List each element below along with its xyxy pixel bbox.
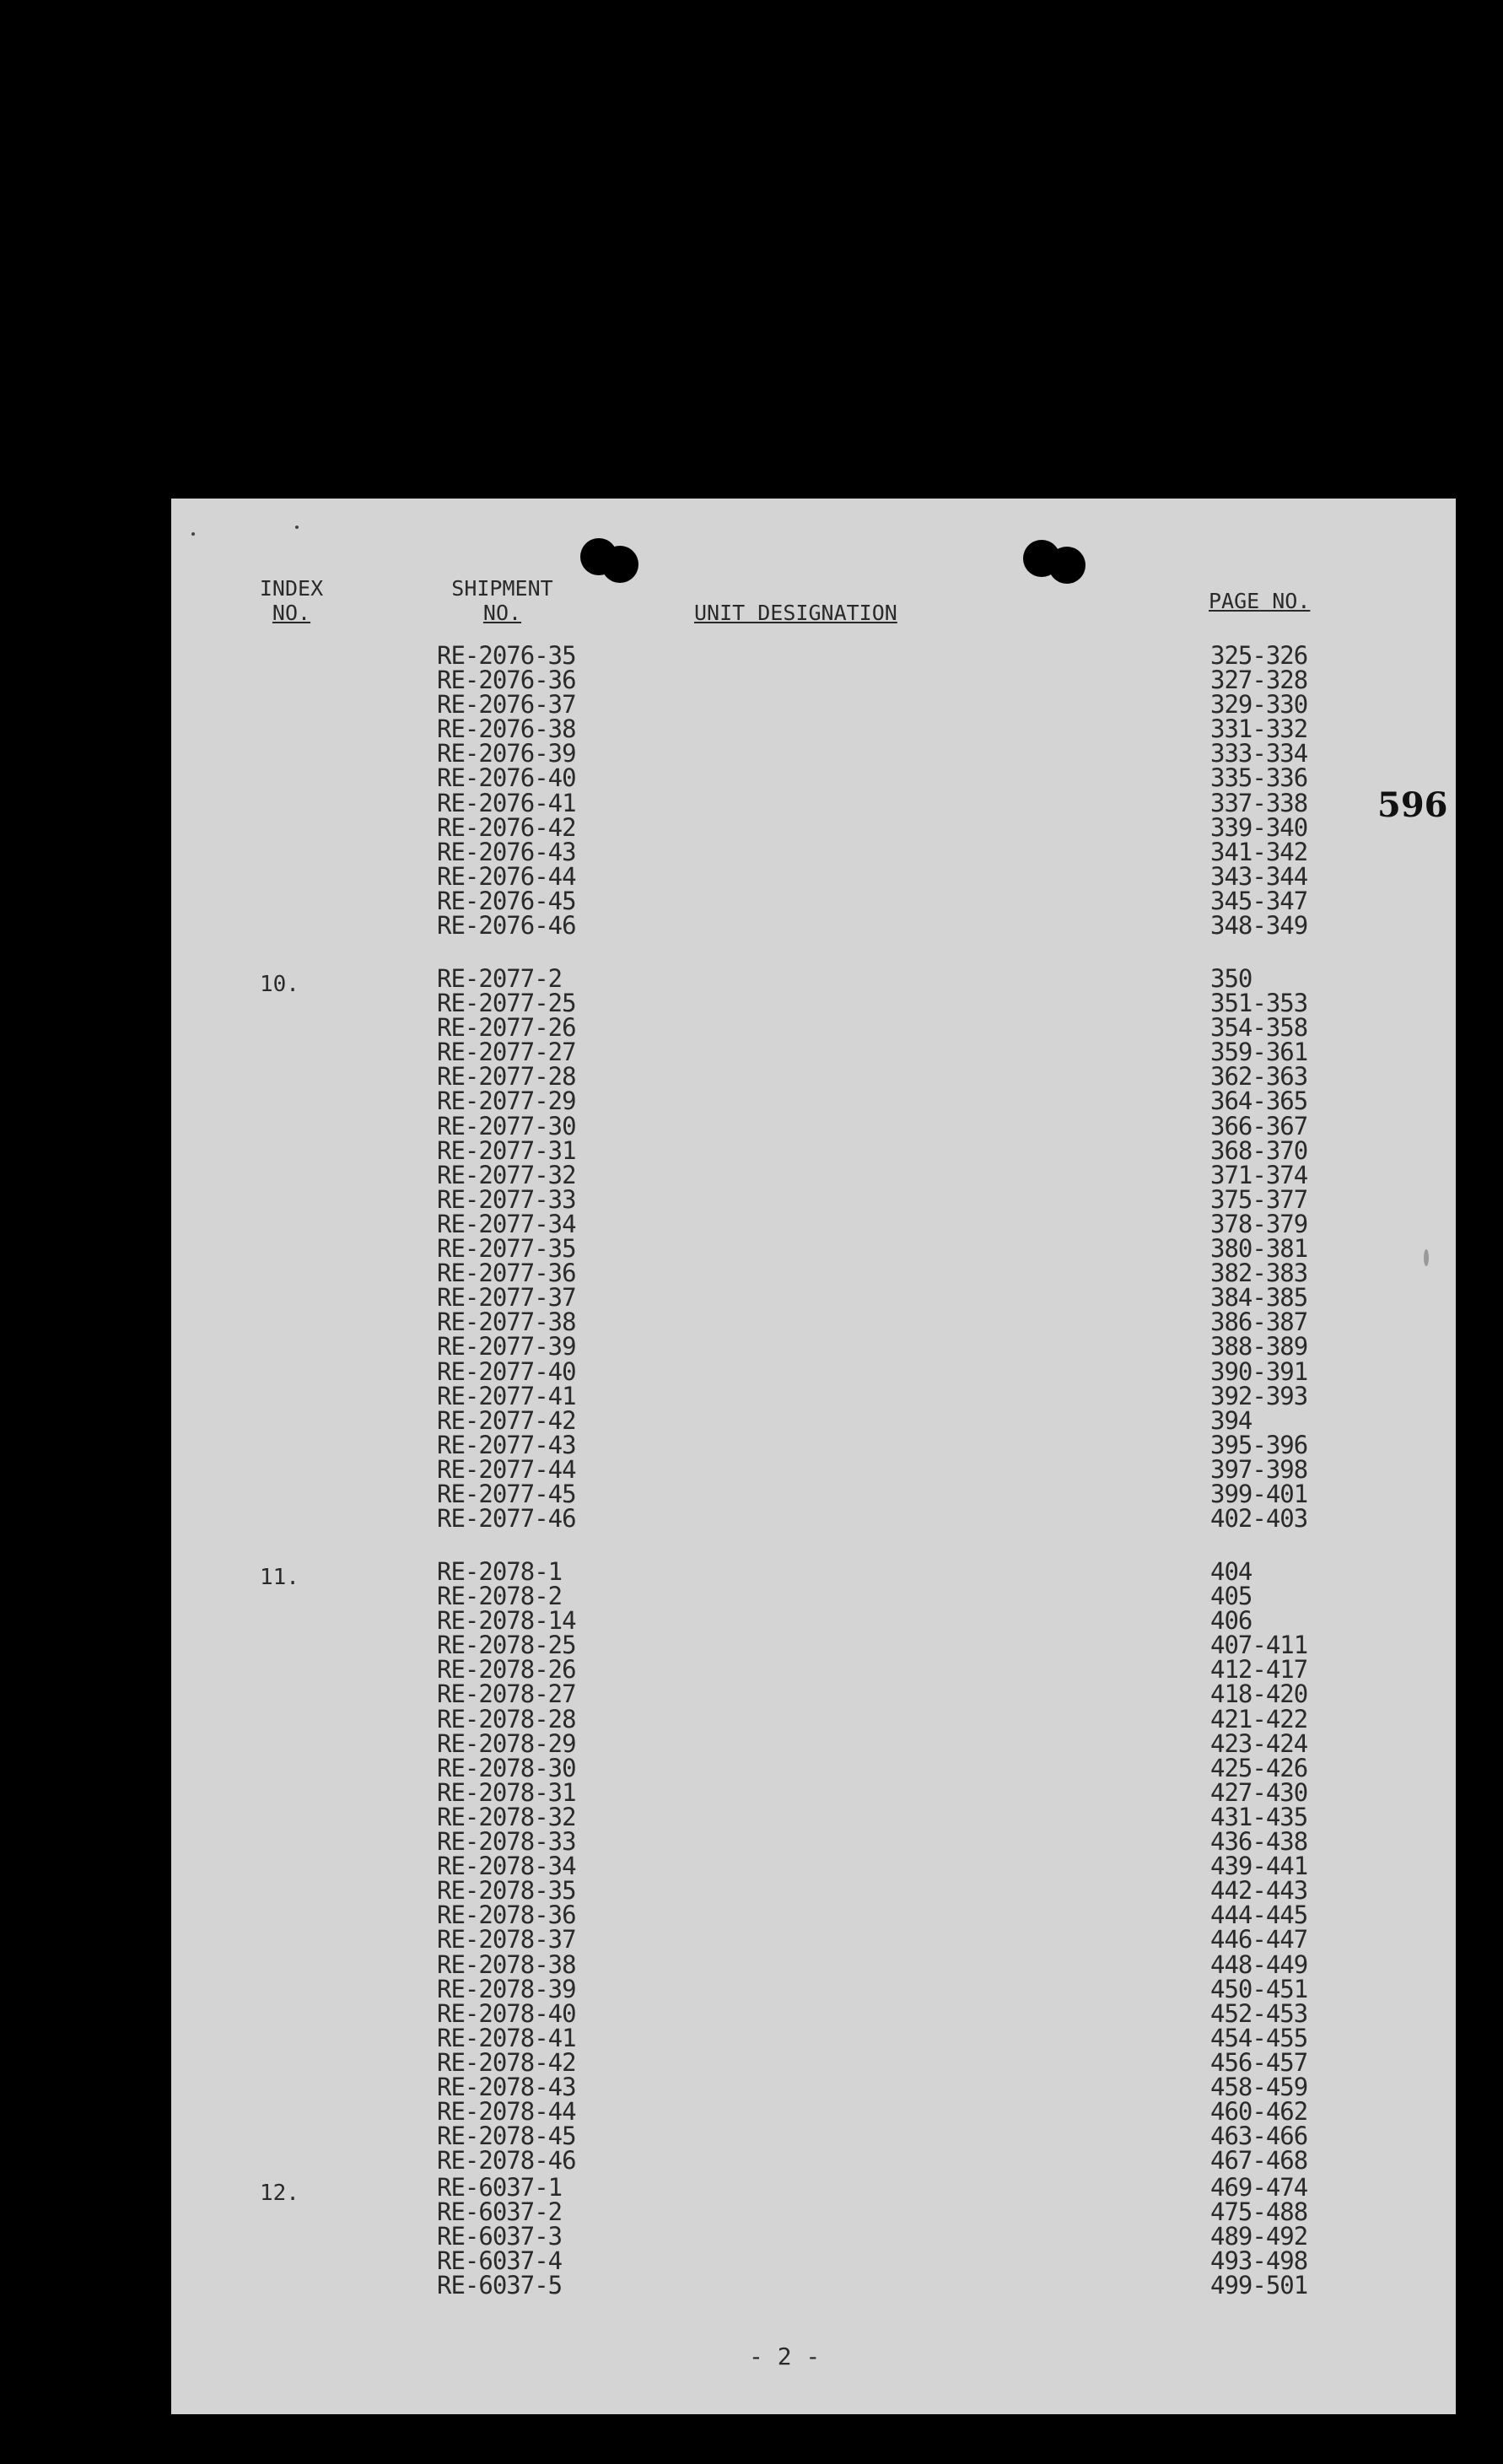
shipment-number: RE-2078-40 [437, 1998, 576, 2028]
page-range: 394 [1210, 1405, 1252, 1435]
page-range: 327-328 [1210, 666, 1308, 695]
shipment-number: RE-2076-46 [437, 911, 576, 941]
shipment-number: RE-2078-27 [437, 1680, 576, 1709]
speck [295, 526, 299, 529]
page-range: 418-420 [1210, 1680, 1308, 1709]
shipment-number: RE-2078-46 [437, 2146, 576, 2176]
shipment-number: RE-2076-44 [437, 861, 576, 891]
page-range: 493-498 [1210, 2246, 1308, 2276]
page-range: 427-430 [1210, 1777, 1308, 1807]
page-range: 333-334 [1210, 739, 1308, 768]
shipment-number: RE-2077-41 [437, 1381, 576, 1410]
shipment-number: RE-2076-36 [437, 666, 576, 695]
index-number: 12. [260, 2181, 299, 2206]
punch-hole-right [1048, 547, 1086, 584]
shipment-number: RE-2077-31 [437, 1135, 576, 1165]
page-range: 384-385 [1210, 1283, 1308, 1313]
shipment-number: RE-2077-35 [437, 1234, 576, 1264]
page-range: 448-449 [1210, 1949, 1308, 1979]
page-range: 402-403 [1210, 1504, 1308, 1534]
page-range: 460-462 [1210, 2097, 1308, 2127]
page-range: 366-367 [1210, 1111, 1308, 1140]
shipment-column [437, 641, 576, 941]
page-range: 337-338 [1210, 788, 1308, 817]
shipment-number: RE-2078-28 [437, 1704, 576, 1733]
page-range: 454-455 [1210, 2023, 1308, 2052]
index-header-line2: NO. [272, 601, 311, 625]
page-range: 345-347 [1210, 886, 1308, 915]
shipment-number: RE-2078-26 [437, 1655, 576, 1685]
page-range: 489-492 [1210, 2222, 1308, 2251]
shipment-number: RE-2078-44 [437, 2097, 576, 2127]
page-range: 325-326 [1210, 641, 1308, 670]
shipment-number: RE-6037-1 [437, 2173, 563, 2202]
page-range: 348-349 [1210, 911, 1308, 941]
page-range: 354-358 [1210, 1013, 1308, 1043]
shipment-number: RE-2077-29 [437, 1086, 576, 1116]
shipment-number: RE-2077-36 [437, 1259, 576, 1288]
shipment-number: RE-2078-39 [437, 1974, 576, 2003]
page-range: 382-383 [1210, 1259, 1308, 1288]
page-range: 458-459 [1210, 2072, 1308, 2101]
page-column [1210, 1557, 1308, 2176]
page-range: 467-468 [1210, 2146, 1308, 2176]
shipment-number: RE-2076-39 [437, 739, 576, 768]
shipment-number: RE-2078-41 [437, 2023, 576, 2052]
document-page [171, 499, 1456, 2414]
shipment-number: RE-2078-1 [437, 1557, 563, 1586]
shipment-number: RE-2077-27 [437, 1038, 576, 1067]
shipment-number: RE-6037-3 [437, 2222, 563, 2251]
shipment-number: RE-2077-26 [437, 1013, 576, 1043]
page-column [1210, 2173, 1308, 2300]
page-column [1210, 964, 1308, 1534]
shipment-number: RE-2076-37 [437, 690, 576, 720]
shipment-number: RE-2078-32 [437, 1802, 576, 1831]
shipment-number: RE-2078-29 [437, 1728, 576, 1758]
page-range: 359-361 [1210, 1038, 1308, 1067]
speck [1424, 1249, 1429, 1266]
shipment-number: RE-6037-4 [437, 2246, 563, 2276]
page-range: 343-344 [1210, 861, 1308, 891]
page-range: 386-387 [1210, 1307, 1308, 1337]
index-number: 10. [260, 972, 299, 997]
page-footer-number: - 2 - [749, 2343, 821, 2370]
page-range: 436-438 [1210, 1827, 1308, 1857]
page-range: 331-332 [1210, 714, 1308, 744]
page-range: 341-342 [1210, 837, 1308, 866]
shipment-number: RE-2078-38 [437, 1949, 576, 1979]
shipment-number: RE-2076-40 [437, 763, 576, 793]
page-range: 329-330 [1210, 690, 1308, 720]
page-range: 407-411 [1210, 1631, 1308, 1660]
shipment-number: RE-2078-45 [437, 2122, 576, 2151]
page-range: 442-443 [1210, 1876, 1308, 1906]
page-range: 390-391 [1210, 1356, 1308, 1386]
page-range: 499-501 [1210, 2271, 1308, 2300]
page-range: 456-457 [1210, 2047, 1308, 2077]
shipment-column [437, 1557, 576, 2176]
shipment-number: RE-2076-42 [437, 812, 576, 842]
page-column [1210, 641, 1308, 941]
shipment-number: RE-2078-33 [437, 1827, 576, 1857]
shipment-number: RE-2077-42 [437, 1405, 576, 1435]
page-range: 450-451 [1210, 1974, 1308, 2003]
shipment-number: RE-2077-33 [437, 1184, 576, 1214]
shipment-column [437, 2173, 563, 2300]
shipment-number: RE-2077-43 [437, 1430, 576, 1459]
speck [191, 532, 195, 536]
page-range: 388-389 [1210, 1332, 1308, 1361]
shipment-number: RE-2078-43 [437, 2072, 576, 2101]
shipment-number: RE-2076-38 [437, 714, 576, 744]
page-range: 335-336 [1210, 763, 1308, 793]
shipment-number: RE-2077-2 [437, 964, 563, 993]
page-range: 412-417 [1210, 1655, 1308, 1685]
page-range: 439-441 [1210, 1852, 1308, 1881]
page-range: 378-379 [1210, 1209, 1308, 1238]
shipment-number: RE-2077-25 [437, 989, 576, 1018]
shipment-number: RE-6037-2 [437, 2197, 563, 2227]
shipment-number: RE-2077-44 [437, 1454, 576, 1484]
page-range: 431-435 [1210, 1802, 1308, 1831]
shipment-number: RE-2077-34 [437, 1209, 576, 1238]
shipment-number: RE-6037-5 [437, 2271, 563, 2300]
shipment-number: RE-2077-39 [437, 1332, 576, 1361]
shipment-number: RE-2077-38 [437, 1307, 576, 1337]
shipment-number: RE-2078-25 [437, 1631, 576, 1660]
page-range: 463-466 [1210, 2122, 1308, 2151]
shipment-no-header [433, 576, 572, 625]
page-range: 350 [1210, 964, 1252, 993]
page-range: 425-426 [1210, 1753, 1308, 1782]
shipment-number: RE-2078-37 [437, 1925, 576, 1954]
shipment-number: RE-2078-34 [437, 1852, 576, 1881]
shipment-number: RE-2077-40 [437, 1356, 576, 1386]
page-range: 405 [1210, 1582, 1252, 1611]
shipment-number: RE-2077-28 [437, 1062, 576, 1092]
shipment-header-line1: SHIPMENT [451, 576, 553, 601]
page-range: 371-374 [1210, 1160, 1308, 1189]
page-range: 446-447 [1210, 1925, 1308, 1954]
page-range: 406 [1210, 1606, 1252, 1636]
archive-stamp-number: 596 [1377, 785, 1448, 825]
shipment-column [437, 964, 576, 1534]
page-range: 452-453 [1210, 1998, 1308, 2028]
shipment-number: RE-2076-45 [437, 886, 576, 915]
shipment-number: RE-2077-30 [437, 1111, 576, 1140]
page-no-header: PAGE NO. [1209, 589, 1311, 613]
page-range: 392-393 [1210, 1381, 1308, 1410]
shipment-number: RE-2078-30 [437, 1753, 576, 1782]
page-range: 399-401 [1210, 1479, 1308, 1508]
shipment-number: RE-2078-2 [437, 1582, 563, 1611]
shipment-number: RE-2077-46 [437, 1504, 576, 1534]
shipment-number: RE-2078-42 [437, 2047, 576, 2077]
shipment-number: RE-2076-35 [437, 641, 576, 670]
shipment-number: RE-2077-45 [437, 1479, 576, 1508]
page-range: 397-398 [1210, 1454, 1308, 1484]
page-range: 421-422 [1210, 1704, 1308, 1733]
page-range: 380-381 [1210, 1234, 1308, 1264]
page-range: 444-445 [1210, 1901, 1308, 1930]
page-range: 362-363 [1210, 1062, 1308, 1092]
page-range: 375-377 [1210, 1184, 1308, 1214]
shipment-number: RE-2078-14 [437, 1606, 576, 1636]
index-header-line1: INDEX [259, 576, 324, 601]
punch-hole-left [601, 546, 638, 583]
index-no-header [247, 576, 336, 625]
page-range: 475-488 [1210, 2197, 1308, 2227]
shipment-number: RE-2077-32 [437, 1160, 576, 1189]
index-number: 11. [260, 1565, 299, 1590]
page-range: 404 [1210, 1557, 1252, 1586]
page-range: 469-474 [1210, 2173, 1308, 2202]
shipment-number: RE-2076-41 [437, 788, 576, 817]
shipment-number: RE-2077-37 [437, 1283, 576, 1313]
page-range: 339-340 [1210, 812, 1308, 842]
unit-designation-header: UNIT DESIGNATION [694, 601, 897, 625]
page-range: 351-353 [1210, 989, 1308, 1018]
page-range: 364-365 [1210, 1086, 1308, 1116]
shipment-number: RE-2078-35 [437, 1876, 576, 1906]
shipment-header-line2: NO. [482, 601, 522, 625]
shipment-number: RE-2078-36 [437, 1901, 576, 1930]
shipment-number: RE-2078-31 [437, 1777, 576, 1807]
page-range: 395-396 [1210, 1430, 1308, 1459]
page-range: 423-424 [1210, 1728, 1308, 1758]
shipment-number: RE-2076-43 [437, 837, 576, 866]
page-range: 368-370 [1210, 1135, 1308, 1165]
